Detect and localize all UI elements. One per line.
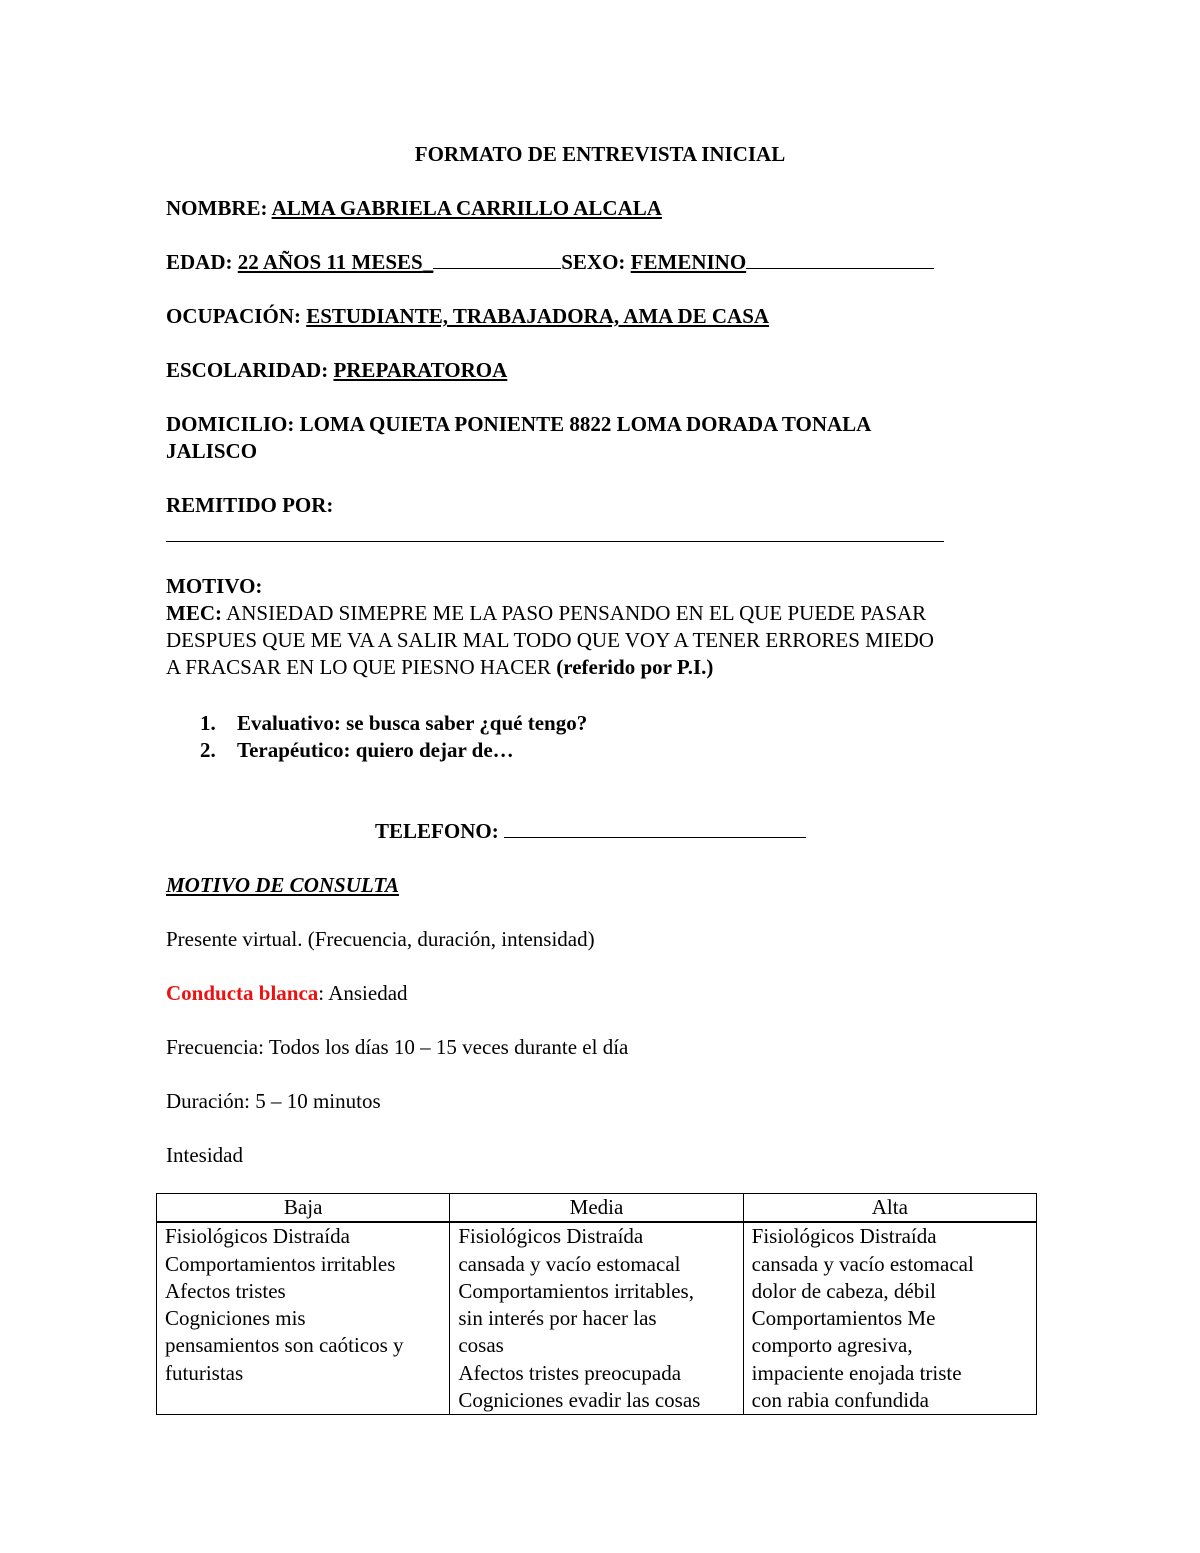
- list-item-number: 1.: [200, 711, 216, 735]
- cell-baja: [157, 1222, 450, 1415]
- cell-line: Cogniciones mis: [165, 1306, 306, 1331]
- motivo-label: MOTIVO:: [166, 574, 263, 598]
- motivo-block: [166, 574, 1046, 681]
- sexo-label: SEXO:: [561, 250, 626, 274]
- telefono-blank: [504, 819, 806, 838]
- header-media: Media: [450, 1194, 743, 1223]
- mec-text-1: ANSIEDAD SIMEPRE ME LA PASO PENSANDO EN EL QUE PUEDE PASAR: [226, 601, 927, 625]
- cell-line: Afectos tristes preocupada: [458, 1360, 682, 1385]
- mec-line-1: [166, 600, 1046, 627]
- table-header-row: [157, 1194, 1037, 1223]
- sexo-blank: [746, 250, 934, 269]
- mec-text-3: A FRACSAR EN LO QUE PIESNO HACER: [166, 655, 552, 679]
- cell-line: Comportamientos irritables,: [458, 1278, 694, 1303]
- remitido-label: REMITIDO POR:: [166, 493, 334, 517]
- list-item-text: Terapéutico: quiero dejar de…: [237, 738, 514, 762]
- edad-blank: [433, 250, 561, 269]
- cell-line: futuristas: [165, 1360, 244, 1385]
- cell-line: Cogniciones evadir las cosas: [458, 1388, 701, 1413]
- nombre-line: [166, 195, 662, 222]
- escolaridad-value: PREPARATOROA: [333, 358, 508, 382]
- header-alta: Alta: [743, 1194, 1036, 1223]
- cell-line: pensamientos son caóticos y: [165, 1333, 404, 1358]
- edad-underscore: _: [422, 250, 434, 274]
- telefono-label: TELEFONO:: [375, 819, 499, 843]
- list-item: [200, 710, 587, 737]
- domicilio-line-1: DOMICILIO: LOMA QUIETA PONIENTE 8822 LOMA DORADA TONALA: [166, 412, 872, 436]
- cell-line: sin interés por hacer las: [458, 1306, 657, 1331]
- frecuencia-text: Frecuencia: Todos los días 10 – 15 veces durante el día: [166, 1035, 629, 1059]
- nombre-label: NOMBRE:: [166, 196, 268, 220]
- cell-media: [450, 1222, 743, 1415]
- presente-virtual-text: Presente virtual. (Frecuencia, duración, intensidad): [166, 927, 595, 951]
- mec-line-2: DESPUES QUE ME VA A SALIR MAL TODO QUE VOY A TENER ERRORES MIEDO: [166, 628, 934, 652]
- referido-text: (referido por P.I.): [556, 655, 714, 679]
- intensidad-text: Intesidad: [166, 1143, 243, 1167]
- table-row: [157, 1222, 1037, 1415]
- cell-line: cansada y vacío estomacal: [751, 1251, 974, 1276]
- sexo-value: FEMENINO: [630, 250, 747, 274]
- cell-line: comporto agresiva,: [751, 1333, 913, 1358]
- cell-line: Comportamientos Me: [751, 1306, 936, 1331]
- document-title: FORMATO DE ENTREVISTA INICIAL: [414, 142, 786, 166]
- mec-label: MEC:: [166, 601, 222, 625]
- intensity-table: [156, 1193, 1037, 1415]
- header-baja: Baja: [157, 1194, 450, 1223]
- cell-line: Afectos tristes: [165, 1278, 286, 1303]
- edad-label: EDAD:: [166, 250, 233, 274]
- cell-line: impaciente enojada triste: [751, 1360, 962, 1385]
- escolaridad-line: [166, 357, 507, 384]
- cell-line: dolor de cabeza, débil: [751, 1278, 936, 1303]
- conducta-blanca-value: : Ansiedad: [318, 981, 408, 1005]
- conducta-blanca-line: [166, 980, 408, 1007]
- list-item: [200, 737, 587, 764]
- duracion-text: Duración: 5 – 10 minutos: [166, 1089, 381, 1113]
- domicilio-line-2: JALISCO: [166, 439, 258, 463]
- nombre-value: ALMA GABRIELA CARRILLO ALCALA: [271, 196, 662, 220]
- ocupacion-value: ESTUDIANTE, TRABAJADORA, AMA DE CASA: [306, 304, 770, 328]
- motivo-consulta-heading: MOTIVO DE CONSULTA: [166, 873, 399, 897]
- ocupacion-line: [166, 303, 769, 330]
- cell-line: con rabia confundida: [751, 1388, 929, 1413]
- numbered-list: [200, 710, 587, 764]
- list-item-number: 2.: [200, 738, 216, 762]
- ocupacion-label: OCUPACIÓN:: [166, 304, 301, 328]
- cell-line: cosas: [458, 1333, 504, 1358]
- escolaridad-label: ESCOLARIDAD:: [166, 358, 329, 382]
- cell-alta: [743, 1222, 1036, 1415]
- edad-value: 22 AÑOS 11 MESES: [237, 250, 423, 274]
- cell-line: Fisiológicos Distraída: [751, 1224, 937, 1249]
- cell-line: Comportamientos irritables: [165, 1251, 396, 1276]
- mec-line-3: [166, 654, 1046, 681]
- conducta-blanca-label: Conducta blanca: [166, 981, 319, 1005]
- cell-line: cansada y vacío estomacal: [458, 1251, 681, 1276]
- cell-line: Fisiológicos Distraída: [165, 1224, 350, 1249]
- remitido-blank-line: [166, 541, 944, 542]
- edad-sexo-line: [166, 249, 934, 276]
- telefono-line: [375, 818, 806, 845]
- cell-line: Fisiológicos Distraída: [458, 1224, 644, 1249]
- list-item-text: Evaluativo: se busca saber ¿qué tengo?: [237, 711, 588, 735]
